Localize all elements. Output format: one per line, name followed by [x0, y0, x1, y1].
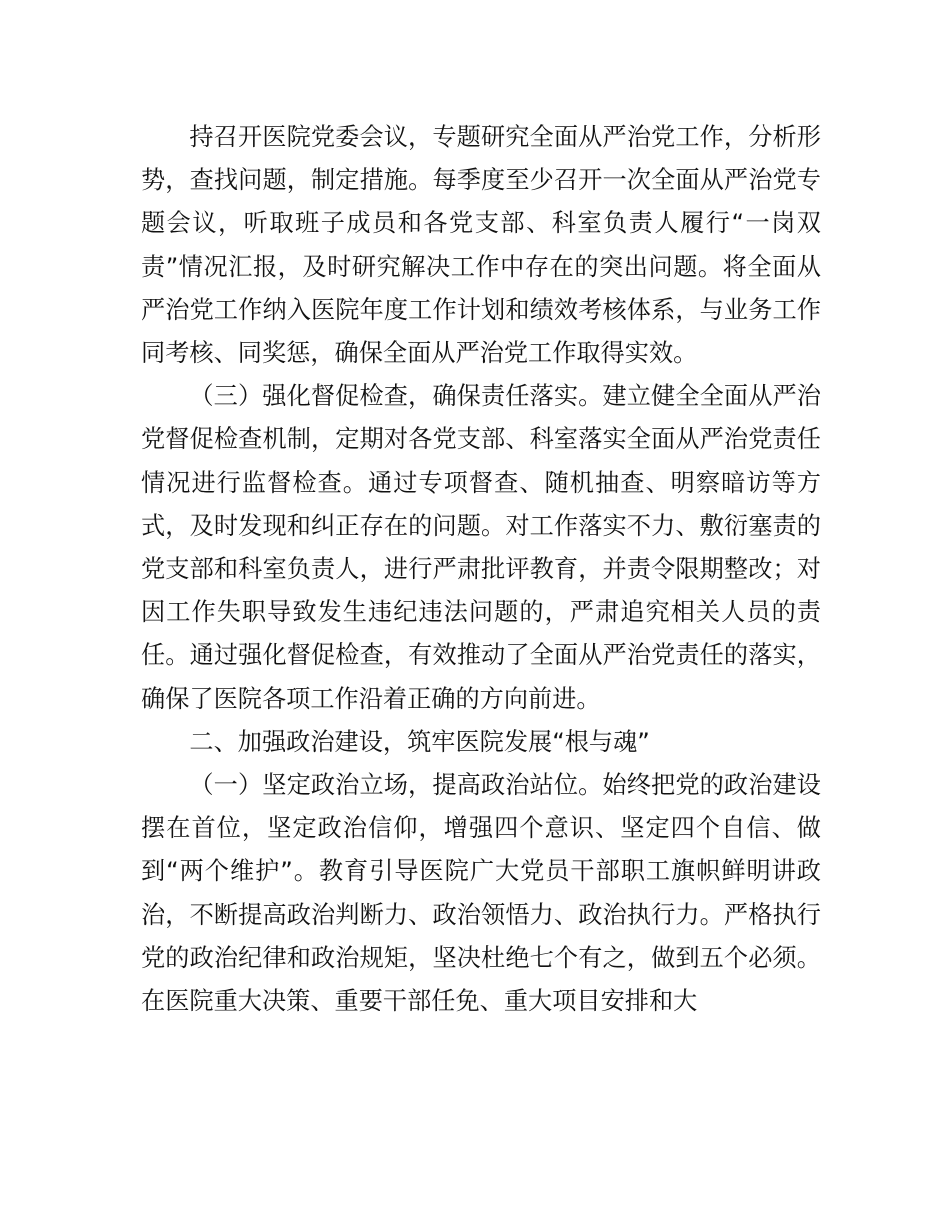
paragraph-supervision-inspection: （三）强化督促检查，确保责任落实。建立健全全面从严治党督促检查机制，定期对各党支部、科室落实全面从严治党责任情况进行监督检查。通过专项督查、随机抽查、明察暗访等方式，及时发现和纠正存在的问题。对工作落实不力、敷衍塞责的党支部和科室负责人，进行严肃批评教育，并责令限期整改；对因工作失职导致发生违纪违法问题的，严肃追究相关人员的责任。通过强化督促检查，有效推动了全面从严治党责任的落实，确保了医院各项工作沿着正确的方向前进。 [141, 382, 821, 713]
paragraph-political-stance: （一）坚定政治立场，提高政治站位。始终把党的政治建设摆在首位，坚定政治信仰，增强四个意识、坚定四个自信、做到“两个维护”。教育引导医院广大党员干部职工旗帜鲜明讲政治，不断提高政治判断力、政治领悟力、政治执行力。严格执行党的政治纪律和政治规矩，坚决杜绝七个有之，做到五个必须。在医院重大决策、重要干部任免、重大项目安排和大 [141, 771, 821, 1016]
paragraph-party-meeting-continued: 持召开医院党委会议，专题研究全面从严治党工作，分析形势，查找问题，制定措施。每季度至少召开一次全面从严治党专题会议，听取班子成员和各党支部、科室负责人履行“一岗双责”情况汇报，及时研究解决工作中存在的突出问题。将全面从严治党工作纳入医院年度工作计划和绩效考核体系，与业务工作同考核、同奖惩，确保全面从严治党工作取得实效。 [141, 123, 821, 368]
section-heading-political-building: 二、加强政治建设，筑牢医院发展“根与魂” [189, 727, 650, 756]
document-body [141, 116, 821, 1023]
